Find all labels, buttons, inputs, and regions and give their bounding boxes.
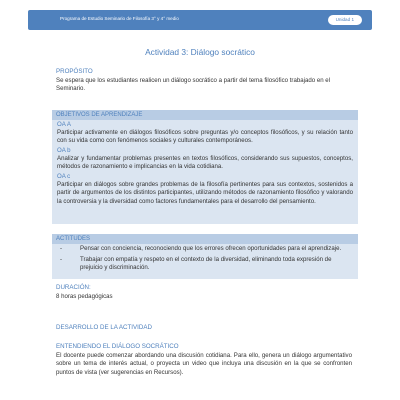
actitud-bullet-2: - <box>60 256 63 263</box>
proposito-heading: PROPÓSITO <box>56 68 93 75</box>
duracion-text: 8 horas pedagógicas <box>56 293 113 300</box>
unit-badge: Unidad 1 <box>328 15 362 25</box>
actitud-item-2: Trabajar con empatía y respeto en el contexto de la diversidad, eliminando toda expresión de prejuicio y discriminación. <box>80 256 332 272</box>
objetivos-box <box>52 110 358 224</box>
duracion-heading: DURACIÓN: <box>56 284 91 291</box>
activity-title: Actividad 3: Diálogo socrático <box>145 47 255 57</box>
oa-a-label: OA A <box>57 121 71 128</box>
actitudes-heading: ACTITUDES <box>56 236 91 242</box>
oa-c-text: Participar en diálogos sobre grandes problemas de la filosofía pertinentes para sus contextos, sostenidos a partir de argumentos de los distintos participantes, utilizando métodos de razonamiento filosófico y valorando la controversia y la diversidad como factores fundamentales para el desarrollo del pensamiento. <box>57 181 353 205</box>
oa-b-label: OA b <box>57 147 71 154</box>
actitudes-box <box>52 234 358 279</box>
oa-b-text: Analizar y fundamentar problemas presentes en textos filosóficos, considerando sus supuestos, conceptos, métodos de razonamiento e implicancias en la vida cotidiana. <box>57 155 353 171</box>
actitudes-header <box>52 234 358 244</box>
objetivos-heading: OBJETIVOS DE APRENDIZAJE <box>56 112 143 118</box>
oa-c-label: OA c <box>57 173 71 180</box>
actitud-item-1: Pensar con conciencia, reconociendo que los errores ofrecen oportunidades para el aprendizaje. <box>80 245 342 252</box>
page-header <box>28 10 372 30</box>
oa-a-text: Participar activamente en diálogos filosóficos sobre preguntas y/o conceptos filosóficos, y su relación tanto con su vida como con fenómenos sociales y culturales contemporáneos. <box>57 129 353 145</box>
entendiendo-heading: ENTENDIENDO EL DIÁLOGO SOCRÁTICO <box>56 343 179 350</box>
actitud-bullet-1: - <box>60 245 63 252</box>
desarrollo-heading: DESARROLLO DE LA ACTIVIDAD <box>56 324 152 331</box>
program-title: Programa de Estudio Seminario de Filosofía 3° y 4° medio <box>60 16 179 21</box>
proposito-text: Se espera que los estudiantes realicen un diálogo socrático a partir del tema filosófico trabajado en el Seminario. <box>56 77 331 93</box>
objetivos-header <box>52 110 358 120</box>
entendiendo-text: El docente puede comenzar abordando una discusión cotidiana. Para ello, genera un diálogo argumentativo sobre un tema de interés actual, o proyecta un video que incluya una discusión en la que se confronten puntos de vista (ver sugerencias en Recursos). <box>56 352 352 376</box>
